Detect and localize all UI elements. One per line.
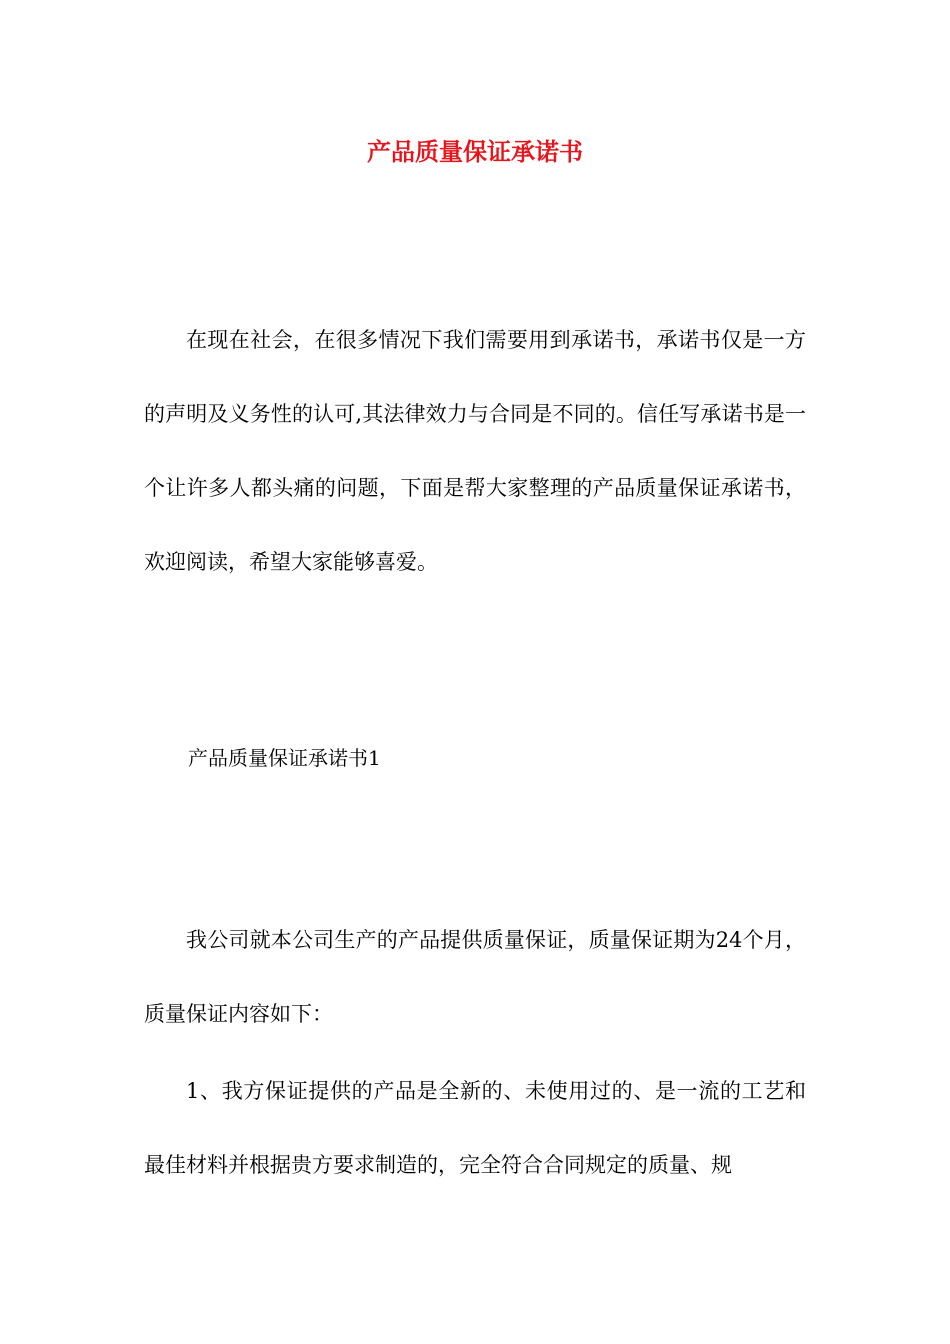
body-paragraph-item-1: 1、我方保证提供的产品是全新的、未使用过的、是一流的工艺和最佳材料并根据贵方要求制造的，完全符合合同规定的质量、规 — [144, 1079, 806, 1177]
intro-paragraph: 在现在社会，在很多情况下我们需要用到承诺书，承诺书仅是一方的声明及义务性的认可,其法律效力与合同是不同的。信任写承诺书是一个让许多人都头痛的问题，下面是帮大家整理的产品质量保证承诺书，欢迎阅读，希望大家能够喜爱。 — [144, 328, 806, 574]
body-paragraph-warranty: 我公司就本公司生产的产品提供质量保证，质量保证期为24个月，质量保证内容如下： — [144, 928, 806, 1026]
document-title: 产品质量保证承诺书 — [367, 137, 583, 166]
section-heading: 产品质量保证承诺书1 — [188, 746, 381, 770]
